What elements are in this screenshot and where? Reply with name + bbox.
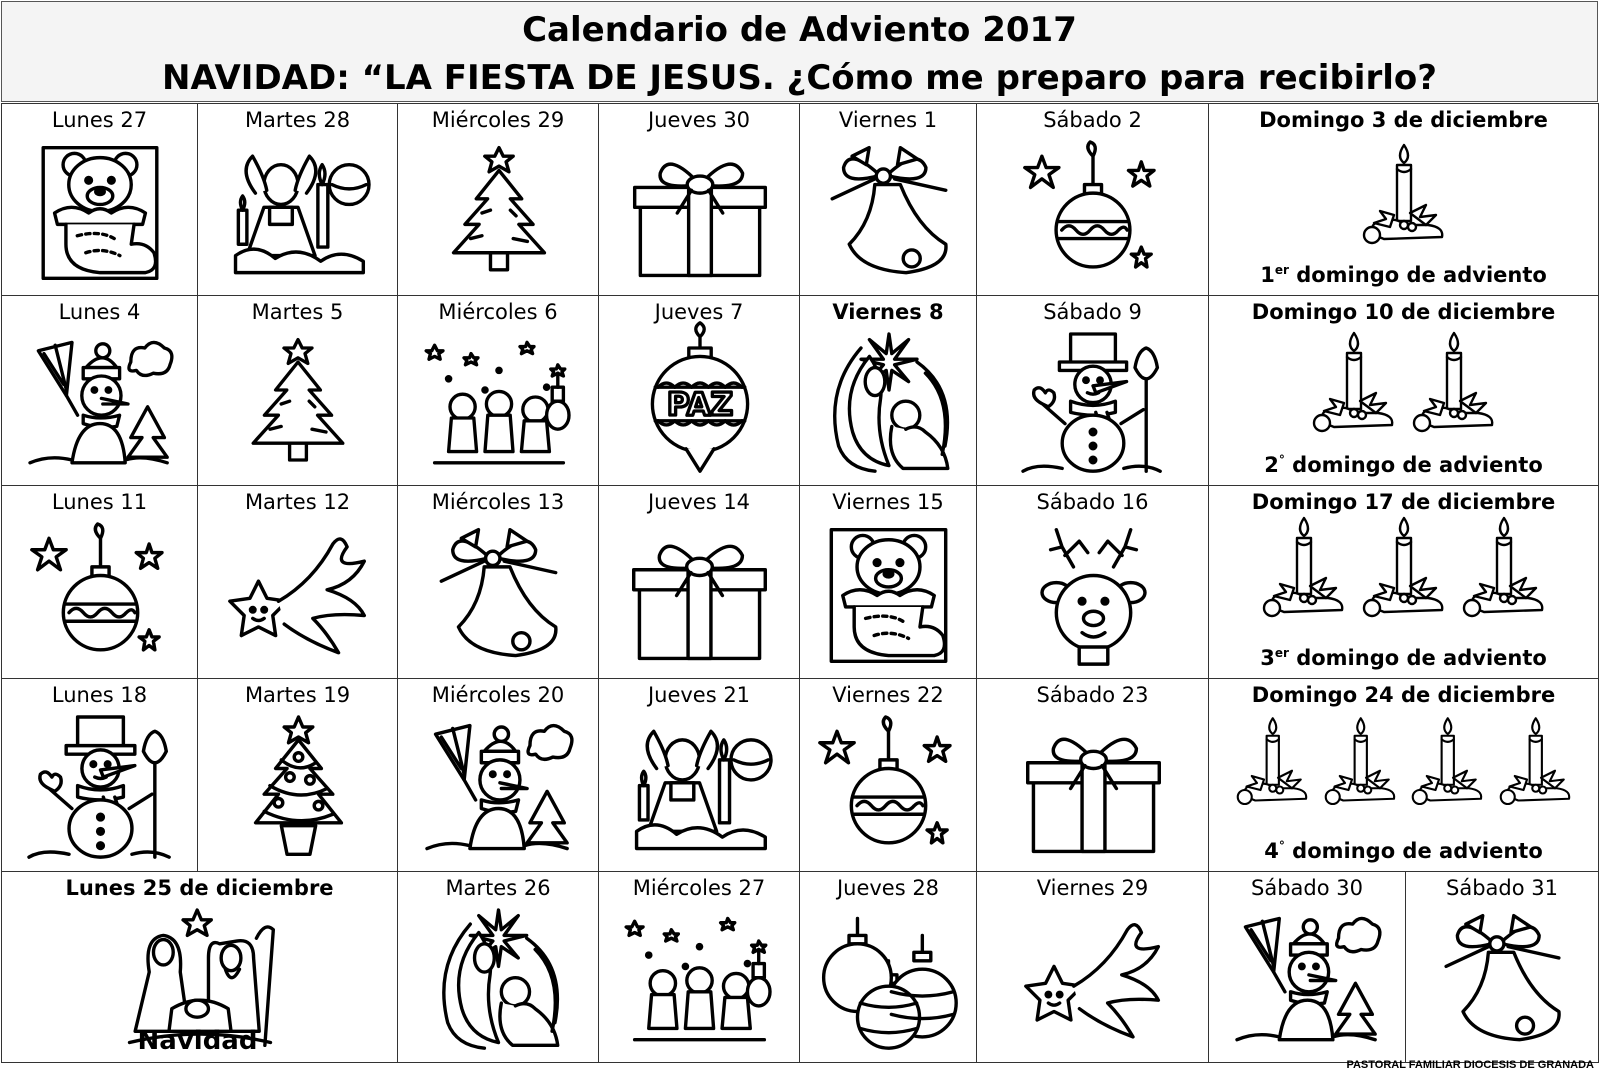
day-cell: [976, 485, 1209, 679]
day-label: Viernes 22: [832, 683, 944, 707]
bell-icon: [818, 142, 960, 284]
day-label: Sábado 30: [1251, 876, 1363, 900]
day-cell: [397, 678, 599, 872]
day-cell: [799, 485, 977, 679]
day-label: Martes 19: [244, 683, 351, 707]
ornament-stars-icon: [817, 717, 960, 860]
gift-box-icon: [628, 524, 771, 667]
three-ornaments-icon: [818, 910, 959, 1051]
day-cell: [1405, 871, 1599, 1063]
day-label: Domingo 17 de diciembre: [1251, 490, 1556, 514]
stocking-bear-icon: [817, 524, 960, 667]
advent-sunday-ordinal-suffix: er: [1274, 646, 1289, 660]
calendar-header: [1, 1, 1598, 102]
advent-sunday-text: domingo de adviento: [1288, 263, 1547, 287]
decorated-tree-icon: [227, 717, 370, 860]
virgin-child-icon: [428, 910, 569, 1051]
day-label: Sábado 31: [1446, 876, 1558, 900]
advent-candle-icon: [1354, 526, 1454, 626]
day-label: Viernes 15: [832, 490, 944, 514]
advent-sunday-ordinal: 3: [1260, 646, 1275, 670]
advent-candle-icon: [1404, 336, 1504, 446]
day-label: Miércoles 20: [431, 683, 565, 707]
day-label: Miércoles 29: [431, 108, 565, 132]
day-cell: [1, 678, 198, 872]
advent-sunday-ordinal: 2: [1264, 453, 1279, 477]
snowman-broom-icon: [30, 334, 170, 474]
day-cell: [1208, 103, 1599, 296]
bell-icon: [427, 524, 570, 667]
snowman-broom-icon: [1237, 910, 1378, 1051]
day-label: Miércoles 27: [632, 876, 766, 900]
page-subtitle: NAVIDAD: “LA FIESTA DE JESUS. ¿Cómo me preparo para recibirlo?: [162, 58, 1437, 98]
day-cell: [397, 485, 599, 679]
advent-candle-icon: [1317, 719, 1405, 819]
day-label: Lunes 4: [58, 300, 141, 324]
bell-icon: [1432, 910, 1573, 1051]
day-cell: [197, 678, 398, 872]
day-label: Martes 5: [251, 300, 344, 324]
day-label: Jueves 28: [836, 876, 940, 900]
advent-sunday-ordinal-suffix: °: [1278, 839, 1285, 853]
ornament-stars-icon: [29, 524, 172, 667]
day-cell: [976, 871, 1209, 1063]
day-label: Martes 12: [244, 490, 351, 514]
day-label: Miércoles 6: [438, 300, 558, 324]
day-cell: [1, 295, 198, 486]
day-cell: [1208, 871, 1406, 1063]
advent-sunday-footer: [1209, 453, 1598, 477]
reindeer-icon: [1022, 524, 1165, 667]
day-label: Miércoles 13: [431, 490, 565, 514]
day-cell: [598, 871, 800, 1063]
snowman-hat-icon: [29, 717, 172, 860]
advent-candle-icon: [1492, 719, 1580, 819]
advent-candle-icon: [1354, 148, 1454, 258]
advent-sunday-footer: [1209, 263, 1598, 287]
day-label: Jueves 21: [647, 683, 751, 707]
day-label: Sábado 16: [1036, 490, 1149, 514]
stocking-bear-icon: [29, 142, 171, 284]
snowman-hat-icon: [1023, 334, 1163, 474]
day-cell: [197, 103, 398, 296]
day-cell: [1, 485, 198, 679]
day-cell: [799, 871, 977, 1063]
day-cell: [197, 295, 398, 486]
carolers-icon: [629, 910, 770, 1051]
advent-sunday-ordinal: 4: [1264, 839, 1279, 863]
snowman-broom-icon: [427, 717, 570, 860]
day-label: Viernes 29: [1036, 876, 1149, 900]
day-cell: [598, 295, 800, 486]
virgin-child-icon: [819, 334, 959, 474]
advent-candle-icon: [1454, 526, 1554, 626]
day-cell: [799, 103, 977, 296]
paz-text: PAZ: [666, 387, 733, 424]
gift-box-icon: [629, 142, 771, 284]
advent-candle-icon: [1254, 526, 1354, 626]
day-label: Jueves 30: [647, 108, 751, 132]
day-cell: [397, 103, 599, 296]
angel-candles-icon: [628, 717, 771, 860]
advent-sunday-footer: [1209, 646, 1598, 670]
day-cell: [976, 678, 1209, 872]
day-label: Domingo 3 de diciembre: [1259, 108, 1548, 132]
day-cell: [598, 678, 800, 872]
day-label: Jueves 14: [647, 490, 751, 514]
day-cell: [1208, 485, 1599, 679]
advent-sunday-text: domingo de adviento: [1288, 646, 1547, 670]
day-cell: [397, 871, 599, 1063]
day-label: Sábado 23: [1036, 683, 1149, 707]
day-label: Sábado 2: [1043, 108, 1142, 132]
advent-sunday-ordinal-suffix: °: [1278, 453, 1285, 467]
advent-candle-icon: [1404, 719, 1492, 819]
credit-text: PASTORAL FAMILIAR DIOCESIS DE GRANADA: [1346, 1059, 1594, 1071]
day-cell: [976, 103, 1209, 296]
christmas-tree-icon: [428, 142, 570, 284]
advent-sunday-footer: [1209, 839, 1598, 863]
ornament-stars-icon: [1022, 142, 1164, 284]
advent-candle-icon: [1304, 336, 1404, 446]
day-cell: [799, 678, 977, 872]
shooting-star-icon: [227, 524, 370, 667]
day-cell: [397, 295, 599, 486]
day-cell: [598, 485, 800, 679]
carolers-icon: [429, 334, 569, 474]
page-title: Calendario de Adviento 2017: [522, 10, 1077, 50]
day-cell: [799, 295, 977, 486]
day-label: Viernes 8: [832, 300, 944, 324]
day-label: Lunes 18: [51, 683, 148, 707]
advent-sunday-text: domingo de adviento: [1284, 839, 1543, 863]
advent-sunday-ordinal: 1: [1260, 263, 1275, 287]
day-cell: [598, 103, 800, 296]
day-label: Jueves 7: [654, 300, 744, 324]
day-label: Lunes 27: [51, 108, 148, 132]
day-cell: [1208, 678, 1599, 872]
christmas-tree-icon: [228, 334, 368, 474]
advent-sunday-text: domingo de adviento: [1284, 453, 1543, 477]
day-label: Domingo 10 de diciembre: [1251, 300, 1556, 324]
day-label: Martes 26: [445, 876, 551, 900]
navidad-label: Navidad: [137, 1026, 258, 1056]
day-label: Viernes 1: [838, 108, 938, 132]
paz-ornament-icon: [630, 334, 770, 474]
day-label: Domingo 24 de diciembre: [1251, 683, 1556, 707]
day-cell: [1208, 295, 1599, 486]
advent-candle-icon: [1229, 719, 1317, 819]
day-cell: [976, 295, 1209, 486]
day-label: Lunes 11: [51, 490, 148, 514]
angel-candles-icon: [227, 142, 369, 284]
shooting-star-icon: [1023, 910, 1164, 1051]
day-label: Sábado 9: [1043, 300, 1142, 324]
day-cell: [197, 485, 398, 679]
day-label: Lunes 25 de diciembre: [65, 876, 334, 900]
day-cell: [1, 103, 198, 296]
advent-sunday-ordinal-suffix: er: [1274, 263, 1289, 277]
day-label: Martes 28: [244, 108, 351, 132]
gift-box-icon: [1022, 717, 1165, 860]
